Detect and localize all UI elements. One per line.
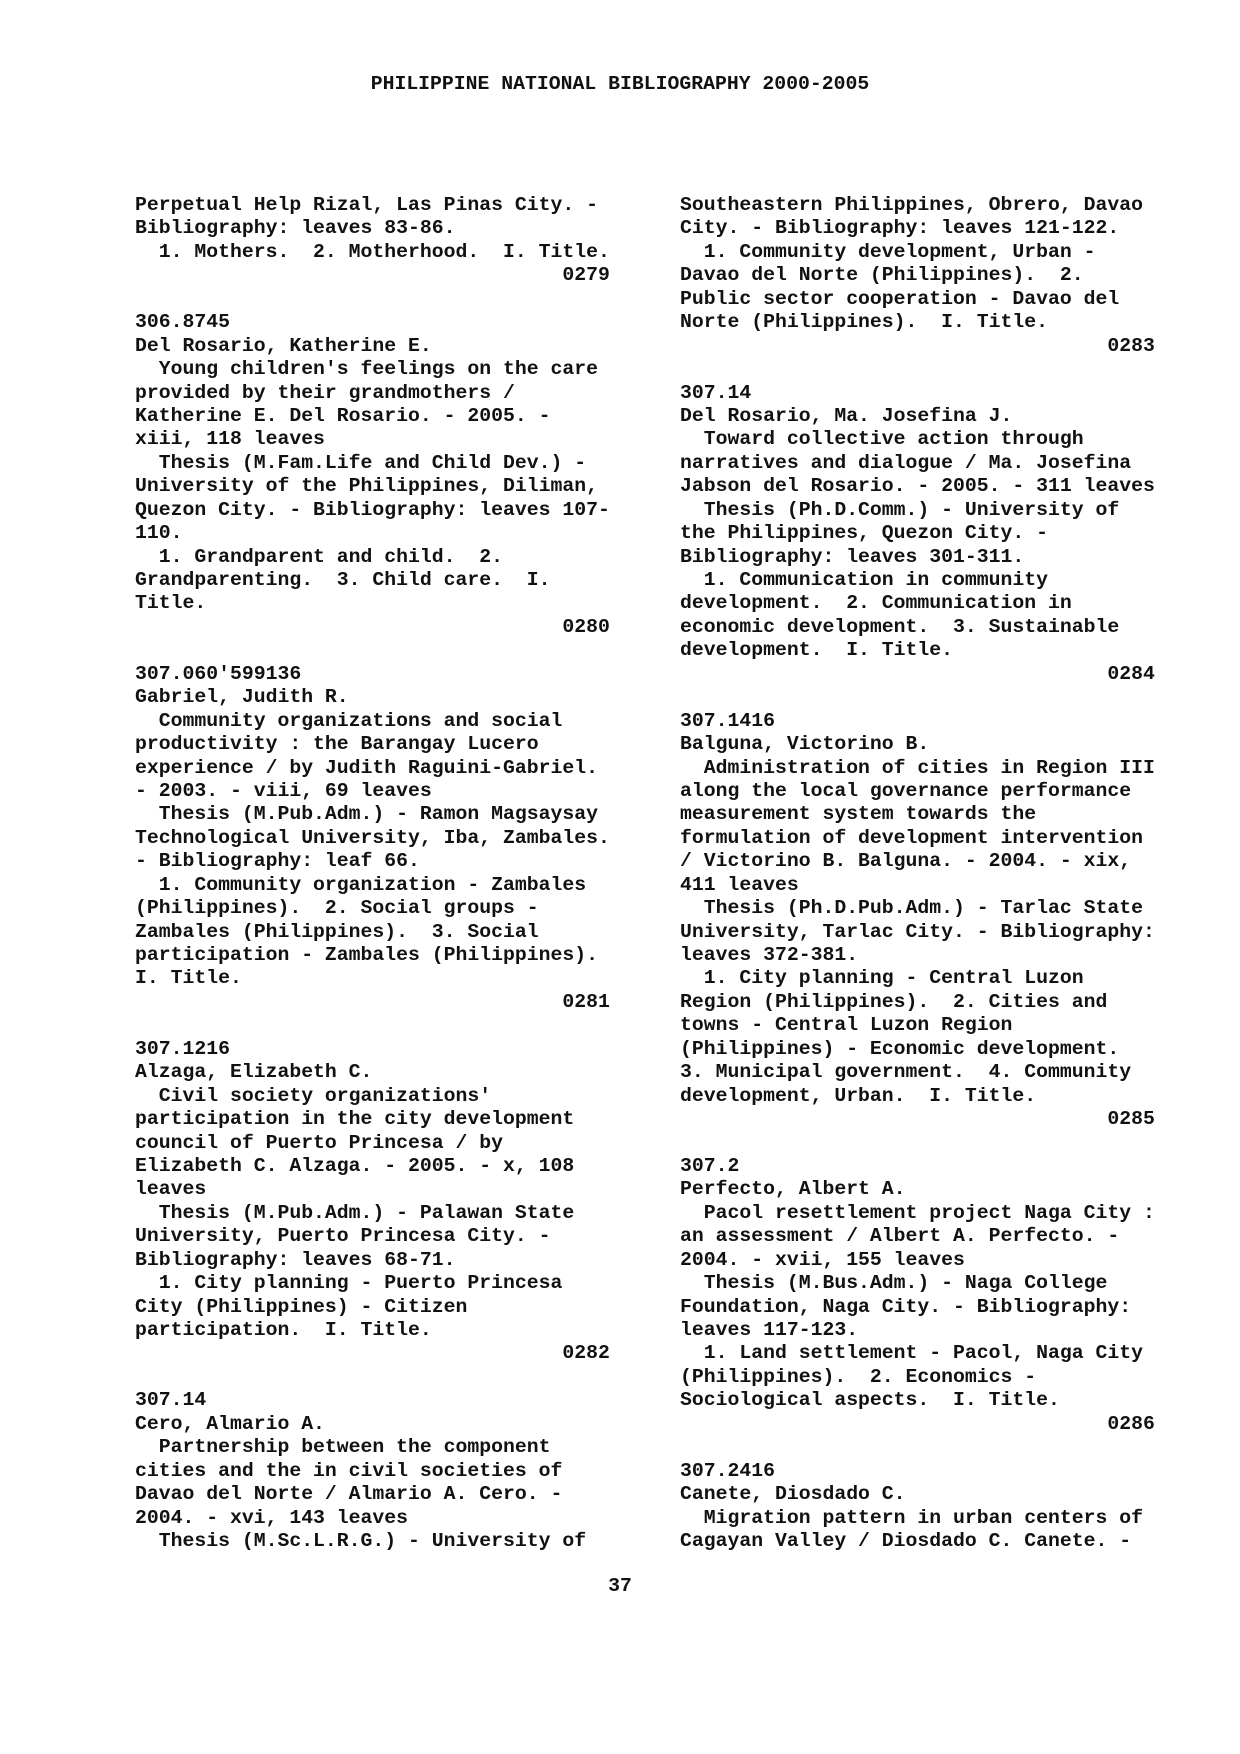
bibliography-line: 1. City planning - Puerto Princesa — [135, 1272, 563, 1295]
bibliography-line: - Bibliography: leaf 66. — [135, 850, 420, 873]
bibliography-line: Del Rosario, Ma. Josefina J. — [680, 404, 1013, 427]
bibliography-line: the Philippines, Quezon City. - — [680, 522, 1048, 545]
bibliography-line: Title. — [135, 592, 207, 615]
bibliography-line: 306.8745 — [135, 311, 230, 334]
bibliography-line — [680, 1132, 1180, 1155]
bibliography-line: Quezon City. - Bibliography: leaves 107- — [135, 498, 610, 521]
bibliography-line: narratives and dialogue / Ma. Josefina — [680, 451, 1132, 474]
bibliography-line: 2004. - xvii, 155 leaves — [680, 1248, 965, 1271]
bibliography-line: City (Philippines) - Citizen — [135, 1295, 468, 1318]
bibliography-line: Foundation, Naga City. - Bibliography: — [680, 1295, 1132, 1318]
bibliography-line: 1. Community organization - Zambales — [135, 873, 587, 896]
bibliography-line: 0286 — [680, 1412, 1155, 1435]
bibliography-line: 307.1216 — [135, 1037, 230, 1060]
bibliography-line: 307.2416 — [680, 1459, 775, 1482]
bibliography-line: 0279 — [135, 264, 610, 287]
bibliography-line: experience / by Judith Raguini-Gabriel. — [135, 756, 598, 779]
bibliography-line: Davao del Norte (Philippines). 2. — [680, 264, 1084, 287]
bibliography-line: development. 2. Communication in — [680, 592, 1072, 615]
bibliography-line: Perfecto, Albert A. — [680, 1178, 906, 1201]
bibliography-line: Region (Philippines). 2. Cities and — [680, 990, 1108, 1013]
bibliography-line: Bibliography: leaves 83-86. — [135, 217, 456, 240]
bibliography-line — [135, 1014, 635, 1037]
bibliography-line — [135, 288, 635, 311]
bibliography-line: 2004. - xvi, 143 leaves — [135, 1506, 409, 1529]
bibliography-line: - 2003. - viii, 69 leaves — [135, 779, 432, 802]
bibliography-line: Thesis (M.Fam.Life and Child Dev.) - — [135, 451, 587, 474]
bibliography-line: council of Puerto Princesa / by — [135, 1131, 503, 1154]
bibliography-line: Technological University, Iba, Zambales. — [135, 826, 610, 849]
bibliography-line: Bibliography: leaves 301-311. — [680, 545, 1025, 568]
bibliography-line: Katherine E. Del Rosario. - 2005. - — [135, 404, 551, 427]
bibliography-line: formulation of development intervention — [680, 826, 1143, 849]
bibliography-line: Thesis (Ph.D.Comm.) - University of — [680, 498, 1120, 521]
bibliography-line: development, Urban. I. Title. — [680, 1084, 1037, 1107]
bibliography-line: University of the Philippines, Diliman, — [135, 475, 598, 498]
bibliography-line: Grandparenting. 3. Child care. I. — [135, 569, 551, 591]
bibliography-line: 307.2 — [680, 1154, 740, 1177]
bibliography-line: leaves 117-123. — [680, 1319, 859, 1341]
bibliography-line: Administration of cities in Region III — [680, 756, 1155, 779]
bibliography-line: Canete, Diosdado C. — [680, 1483, 906, 1506]
bibliography-line: development. I. Title. — [680, 639, 954, 662]
bibliography-line: Cero, Almario A. — [135, 1412, 325, 1435]
bibliography-line: productivity : the Barangay Lucero — [135, 733, 539, 756]
bibliography-line: Perpetual Help Rizal, Las Pinas City. - — [135, 194, 598, 216]
bibliography-line: Southeastern Philippines, Obrero, Davao — [680, 194, 1143, 216]
bibliography-line: 1. City planning - Central Luzon — [680, 967, 1084, 990]
bibliography-line: 3. Municipal government. 4. Community — [680, 1061, 1132, 1084]
bibliography-line: 307.14 — [680, 381, 752, 404]
bibliography-line — [680, 358, 1180, 381]
bibliography-line: Jabson del Rosario. - 2005. - 311 leaves — [680, 475, 1155, 498]
left-column — [135, 194, 635, 1553]
bibliography-line: 411 leaves — [680, 873, 799, 896]
bibliography-line: an assessment / Albert A. Perfecto. - — [680, 1225, 1120, 1248]
bibliography-line: City. - Bibliography: leaves 121-122. — [680, 217, 1120, 240]
bibliography-line: provided by their grandmothers / — [135, 381, 515, 404]
bibliography-line: Thesis (M.Sc.L.R.G.) - University of — [135, 1529, 587, 1552]
bibliography-line: Public sector cooperation - Davao del — [680, 287, 1120, 310]
bibliography-line: Alzaga, Elizabeth C. — [135, 1061, 373, 1084]
bibliography-line: Zambales (Philippines). 3. Social — [135, 920, 539, 943]
bibliography-line: economic development. 3. Sustainable — [680, 615, 1120, 638]
bibliography-line: (Philippines). 2. Social groups - — [135, 897, 539, 920]
bibliography-line — [680, 686, 1180, 709]
bibliography-line: Thesis (M.Pub.Adm.) - Ramon Magsaysay — [135, 803, 598, 826]
bibliography-line: Thesis (Ph.D.Pub.Adm.) - Tarlac State — [680, 897, 1143, 920]
bibliography-line: leaves 372-381. — [680, 944, 859, 966]
bibliography-line: measurement system towards the — [680, 803, 1037, 826]
bibliography-line: 1. Land settlement - Pacol, Naga City — [680, 1342, 1143, 1365]
bibliography-line: 1. Mothers. 2. Motherhood. I. Title. — [135, 240, 610, 263]
bibliography-line: 0285 — [680, 1108, 1155, 1131]
bibliography-line: / Victorino B. Balguna. - 2004. - xix, — [680, 850, 1132, 873]
bibliography-line: Bibliography: leaves 68-71. — [135, 1248, 456, 1271]
bibliography-line: cities and the in civil societies of — [135, 1459, 563, 1482]
bibliography-line: 307.1416 — [680, 709, 775, 732]
bibliography-line: 1. Grandparent and child. 2. — [135, 545, 503, 568]
bibliography-line: 307.060'599136 — [135, 662, 302, 685]
bibliography-line: 0281 — [135, 990, 610, 1013]
bibliography-line: participation. I. Title. — [135, 1319, 432, 1341]
bibliography-line: (Philippines) - Economic development. — [680, 1037, 1120, 1060]
bibliography-line — [680, 1436, 1180, 1459]
page-number: 37 — [608, 1575, 632, 1597]
bibliography-line: Davao del Norte / Almario A. Cero. - — [135, 1483, 563, 1506]
bibliography-line: University, Puerto Princesa City. - — [135, 1225, 551, 1248]
bibliography-line: Del Rosario, Katherine E. — [135, 334, 432, 357]
bibliography-line: along the local governance performance — [680, 779, 1132, 802]
bibliography-line: 1. Communication in community — [680, 569, 1048, 591]
bibliography-line: Community organizations and social — [135, 709, 563, 732]
bibliography-line: Norte (Philippines). I. Title. — [680, 311, 1048, 334]
bibliography-line: Elizabeth C. Alzaga. - 2005. - x, 108 — [135, 1154, 575, 1177]
bibliography-line: Migration pattern in urban centers of — [680, 1506, 1143, 1529]
bibliography-line: Balguna, Victorino B. — [680, 733, 930, 756]
bibliography-line: Toward collective action through — [680, 428, 1084, 451]
bibliography-line: participation in the city development — [135, 1108, 575, 1131]
bibliography-line: Thesis (M.Bus.Adm.) - Naga College — [680, 1272, 1108, 1295]
bibliography-line — [135, 1366, 635, 1389]
bibliography-line — [135, 639, 635, 662]
bibliography-line: Young children's feelings on the care — [135, 358, 598, 381]
bibliography-line: 0282 — [135, 1342, 610, 1365]
right-column — [680, 194, 1180, 1553]
bibliography-line: 110. — [135, 522, 183, 545]
bibliography-line: xiii, 118 leaves — [135, 428, 325, 451]
bibliography-line: 307.14 — [135, 1389, 207, 1412]
bibliography-line: Thesis (M.Pub.Adm.) - Palawan State — [135, 1201, 575, 1224]
bibliography-line: Partnership between the component — [135, 1436, 551, 1459]
bibliography-line: 1. Community development, Urban - — [680, 240, 1096, 263]
bibliography-line: participation - Zambales (Philippines). — [135, 944, 598, 966]
bibliography-line: (Philippines). 2. Economics - — [680, 1365, 1037, 1388]
bibliography-line: I. Title. — [135, 967, 242, 990]
bibliography-line: 0280 — [135, 615, 610, 638]
bibliography-line: Pacol resettlement project Naga City : — [680, 1201, 1155, 1224]
bibliography-line: Gabriel, Judith R. — [135, 686, 349, 709]
bibliography-line: leaves — [135, 1178, 207, 1201]
bibliography-line: University, Tarlac City. - Bibliography: — [680, 920, 1155, 943]
bibliography-line: Sociological aspects. I. Title. — [680, 1389, 1060, 1412]
bibliography-line: Civil society organizations' — [135, 1084, 492, 1107]
running-head: PHILIPPINE NATIONAL BIBLIOGRAPHY 2000-2005 — [370, 73, 870, 95]
bibliography-line: 0284 — [680, 662, 1155, 685]
bibliography-line: Cagayan Valley / Diosdado C. Canete. - — [680, 1529, 1132, 1552]
bibliography-line: towns - Central Luzon Region — [680, 1014, 1013, 1037]
bibliography-line: 0283 — [680, 334, 1155, 357]
